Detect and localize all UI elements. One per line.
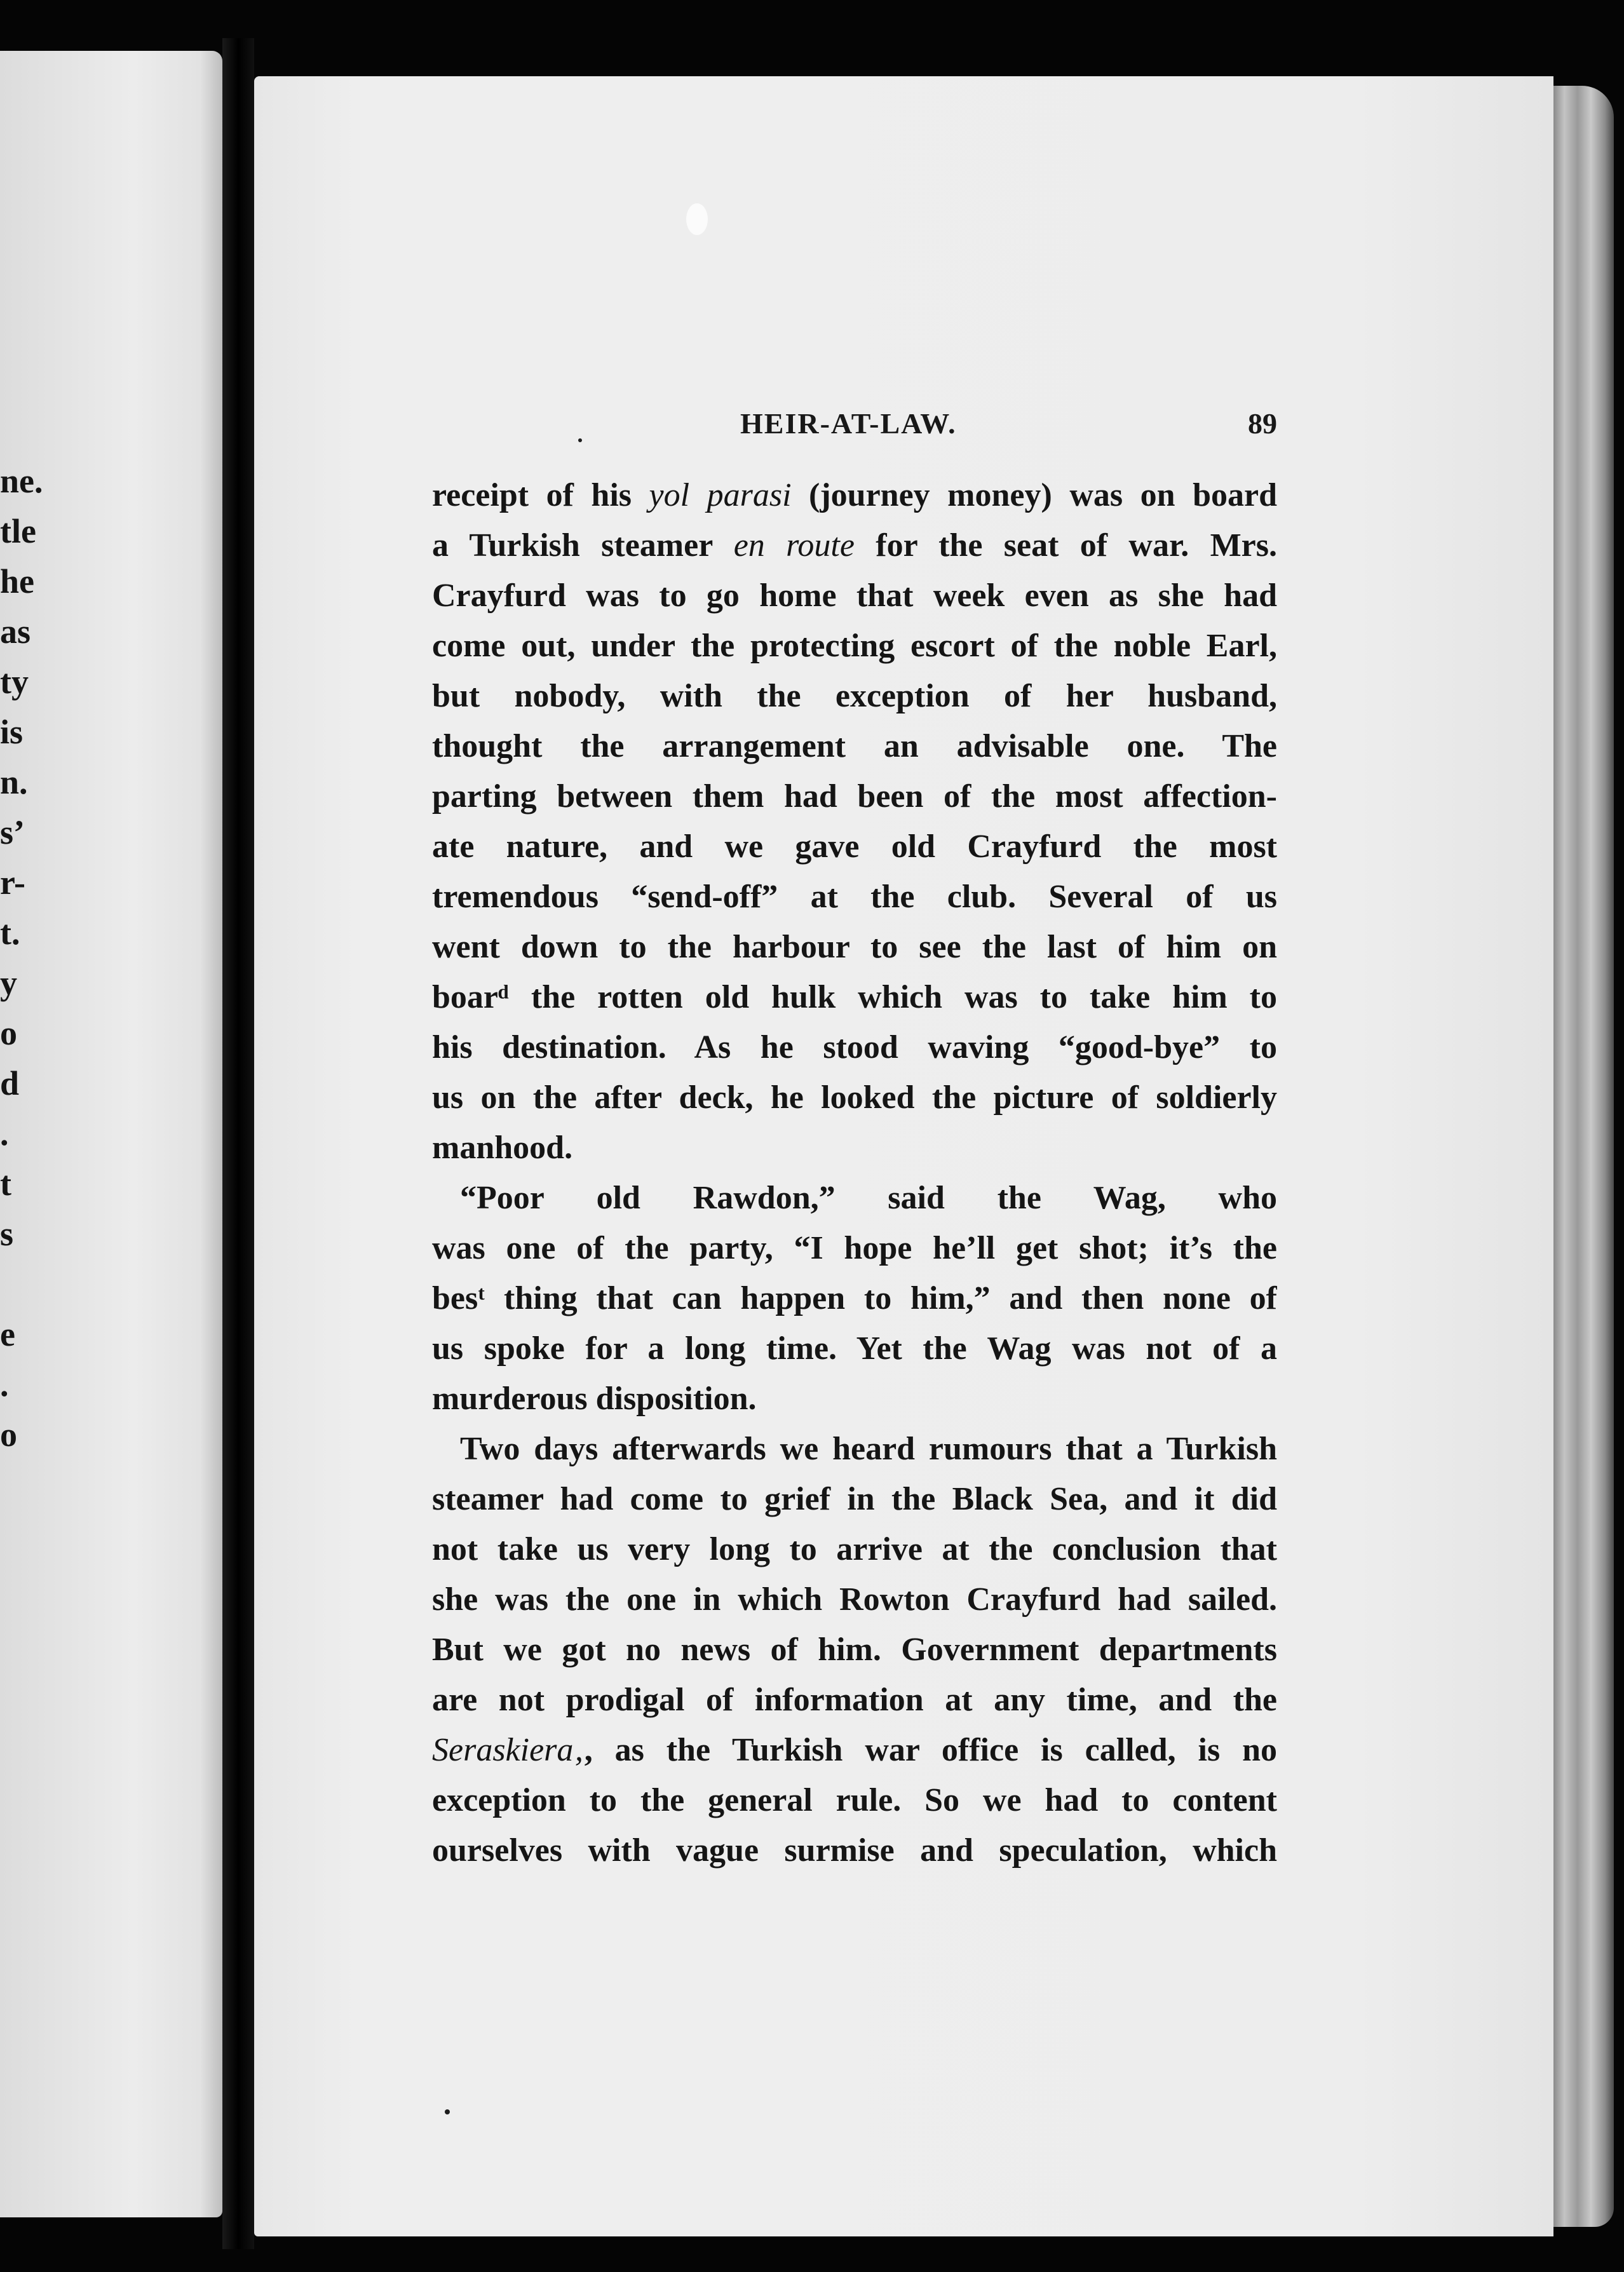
text-line: thought the arrangement an advisable one. The <box>432 728 1277 764</box>
text-line <box>432 470 1277 520</box>
text-line: murderous disposition. <box>432 1381 757 1417</box>
text-line: are not prodigal of information at any time, and the <box>432 1682 1277 1718</box>
previous-page-line-end: ty <box>0 663 29 701</box>
text-line: come out, under the protecting escort of the noble Earl, <box>432 628 1277 664</box>
previous-page-fragment <box>0 51 222 2217</box>
text-line <box>432 520 1277 571</box>
text-run: for the seat of war. Mrs. <box>854 527 1277 564</box>
text-line: ate nature, and we gave old Crayfurd the most <box>432 828 1277 865</box>
previous-page-line-end: o <box>0 1014 17 1052</box>
text-line: parting between them had been of the most affection- <box>432 778 1277 815</box>
page-edge-stack <box>1553 86 1614 2227</box>
previous-page-line-end: r- <box>0 863 25 902</box>
text-line: Crayfurd was to go home that week even as she had <box>432 578 1277 614</box>
text-line: “Poor old Rawdon,” said the Wag, who <box>460 1180 1277 1216</box>
previous-page-line-end: . <box>0 1114 9 1153</box>
text-line: exception to the general rule. So we had to content <box>432 1782 1277 1818</box>
body-text <box>432 470 1277 1876</box>
text-run: (journey money) was on board <box>791 477 1277 513</box>
previous-page-line-end: e <box>0 1315 15 1353</box>
text-line: But we got no news of him. Government departments <box>432 1632 1277 1668</box>
text-line: boarᵈ the rotten old hulk which was to take him to <box>432 979 1277 1015</box>
scan-speck <box>445 2109 450 2114</box>
italic-term: en route <box>733 527 855 564</box>
text-line: she was the one in which Rowton Crayfurd had sailed. <box>432 1581 1277 1618</box>
text-line: went down to the harbour to see the last of him on <box>432 929 1277 965</box>
text-line: his destination. As he stood waving “good-bye” to <box>432 1029 1277 1065</box>
text-line: Two days afterwards we heard rumours that a Turkish <box>460 1431 1277 1467</box>
italic-term: Seraskiera‚ <box>432 1732 585 1768</box>
text-line: tremendous “send-off” at the club. Several of us <box>432 879 1277 915</box>
text-line <box>432 1725 1277 1775</box>
text-line: steamer had come to grief in the Black Sea, and it did <box>432 1481 1277 1517</box>
text-line: but nobody, with the exception of her husband, <box>432 678 1277 714</box>
text-line: ourselves with vague surmise and speculation, which <box>432 1832 1277 1869</box>
previous-page-line-end: n. <box>0 763 28 801</box>
running-head <box>432 407 1277 451</box>
text-run: receipt of his <box>432 477 649 513</box>
previous-page-line-end: s <box>0 1215 14 1253</box>
previous-page-line-end: tle <box>0 512 36 550</box>
text-line: manhood. <box>432 1130 573 1166</box>
text-line: besᵗ thing that can happen to him,” and then none of <box>432 1280 1277 1316</box>
page-number: 89 <box>1248 407 1277 440</box>
text-line: was one of the party, “I hope he’ll get shot; it’s the <box>432 1230 1277 1266</box>
running-head-title: HEIR-AT-LAW. <box>740 407 957 440</box>
previous-page-line-end: o <box>0 1416 17 1454</box>
text-line: us spoke for a long time. Yet the Wag was not of a <box>432 1330 1277 1367</box>
text-run: , as the Turkish war office is called, is no <box>584 1732 1277 1768</box>
previous-page-line-end: is <box>0 713 24 751</box>
previous-page-line-end: as <box>0 612 31 651</box>
previous-page-line-end: he <box>0 562 34 600</box>
previous-page-line-end: . <box>0 1365 9 1403</box>
previous-page-line-end: y <box>0 964 17 1002</box>
previous-page-line-end: s’ <box>0 813 25 851</box>
book-gutter <box>222 38 254 2249</box>
scan-speck <box>686 203 708 235</box>
text-line: not take us very long to arrive at the conclusion that <box>432 1531 1277 1567</box>
previous-page-line-end: d <box>0 1064 20 1102</box>
previous-page-line-end: ne. <box>0 462 43 500</box>
previous-page-line-end: t. <box>0 914 20 952</box>
scan-speck <box>578 438 582 442</box>
previous-page-line-end: t <box>0 1165 11 1203</box>
italic-term: yol parasi <box>649 477 792 513</box>
text-line: us on the after deck, he looked the picture of soldierly <box>432 1079 1277 1116</box>
text-run: a Turkish steamer <box>432 527 734 564</box>
